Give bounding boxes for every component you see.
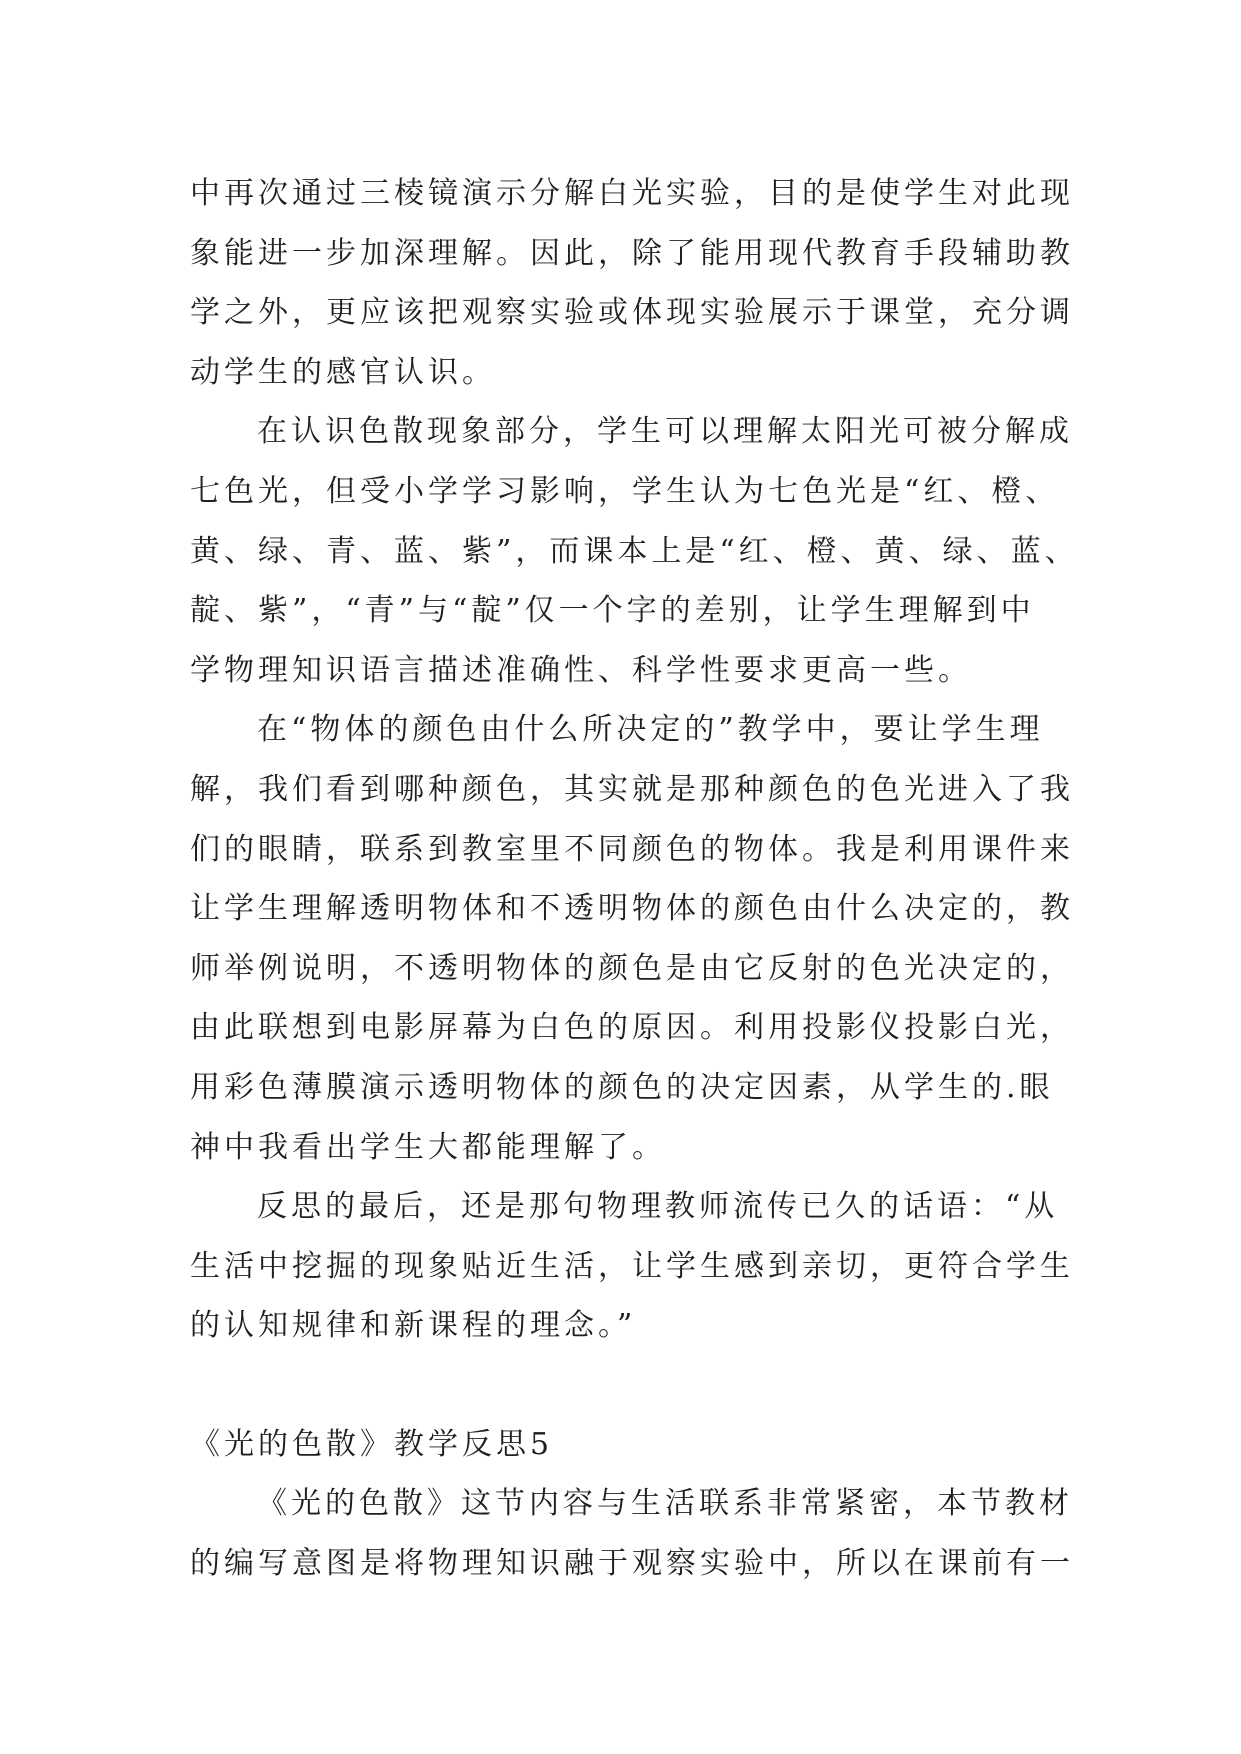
text-line: 七色光，但受小学学习影响，学生认为七色光是“红、橙、	[190, 473, 1060, 509]
text-line: 让学生理解透明物体和不透明物体的颜色由什么决定的，教	[190, 891, 1074, 927]
paragraph	[190, 700, 1074, 1177]
text-line: 黄、绿、青、蓝、紫”，而课本上是“红、橙、黄、绿、蓝、	[190, 533, 1079, 569]
text-line: 由此联想到电影屏幕为白色的原因。利用投影仪投影白光，	[190, 1010, 1074, 1046]
paragraph	[190, 164, 1074, 402]
text-line: 学物理知识语言描述准确性、科学性要求更高一些。	[190, 652, 972, 688]
section-title: 《光的色散》教学反思5	[190, 1426, 554, 1462]
text-line: 的认知规律和新课程的理念。”	[190, 1308, 637, 1344]
text-line: 象能进一步加深理解。因此，除了能用现代教育手段辅助教	[190, 235, 1074, 271]
text-line: 们的眼睛，联系到教室里不同颜色的物体。我是利用课件来	[190, 831, 1074, 867]
text-line: 动学生的感官认识。	[190, 354, 496, 390]
text-line: 生活中挖掘的现象贴近生活，让学生感到亲切，更符合学生	[190, 1248, 1074, 1284]
text-line: 反思的最后，还是那句物理教师流传已久的话语：“从	[257, 1189, 1059, 1225]
text-line: 在认识色散现象部分，学生可以理解太阳光可被分解成	[257, 414, 1073, 450]
paragraph	[190, 402, 1079, 700]
text-line: 学之外，更应该把观察实验或体现实验展示于课堂，充分调	[190, 295, 1074, 331]
text-line: 师举例说明，不透明物体的颜色是由它反射的色光决定的，	[190, 950, 1074, 986]
text-line: 神中我看出学生大都能理解了。	[190, 1129, 666, 1165]
document-body	[190, 164, 1079, 1594]
text-line: 《光的色散》这节内容与生活联系非常紧密，本节教材	[257, 1486, 1073, 1522]
paragraph	[190, 1177, 1074, 1356]
text-line: 解，我们看到哪种颜色，其实就是那种颜色的色光进入了我	[190, 771, 1074, 807]
paragraph	[190, 1474, 1074, 1593]
text-line: 在“物体的颜色由什么所决定的”教学中，要让学生理	[257, 712, 1044, 748]
text-line: 用彩色薄膜演示透明物体的颜色的决定因素，从学生的.眼	[190, 1069, 1054, 1105]
section-spacer	[190, 1356, 1070, 1415]
text-line: 中再次通过三棱镜演示分解白光实验，目的是使学生对此现	[190, 176, 1074, 211]
text-line: 的编写意图是将物理知识融于观察实验中，所以在课前有一	[190, 1546, 1074, 1582]
text-line: 靛、紫”，“青”与“靛”仅一个字的差别，让学生理解到中	[190, 593, 1035, 629]
